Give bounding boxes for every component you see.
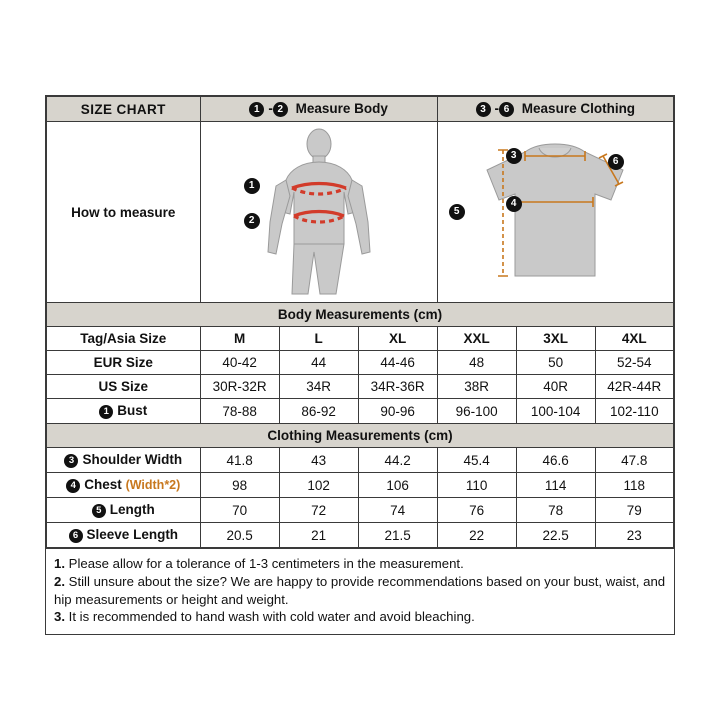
table-row (47, 375, 674, 399)
body-marker-2: 2 (244, 213, 260, 229)
cell-sleeve-xl: 21.5 (358, 523, 437, 548)
note-3-number: 3. (54, 609, 65, 625)
cell-sleeve-l: 21 (279, 523, 358, 548)
cell-sleeve-3xl: 22.5 (516, 523, 595, 548)
col-header-4xl: 4XL (595, 327, 673, 351)
note-2-text: Still unsure about the size? We are happy to provide recommendations based on your bust, waist, and hip measurements or height and weight. (54, 573, 666, 607)
cell-bust-m: 78-88 (200, 399, 279, 424)
cell-shoulder-xxl: 45.4 (437, 448, 516, 473)
cell-sleeve-m: 20.5 (200, 523, 279, 548)
table-row (47, 351, 674, 375)
cell-chest-xl: 106 (358, 473, 437, 498)
measure-clothing-header: 3 - 6 Measure Clothing (437, 97, 673, 122)
cell-eur-m: 40-42 (200, 351, 279, 375)
cell-eur-xl: 44-46 (358, 351, 437, 375)
col-header-xl: XL (358, 327, 437, 351)
row-label-length-text: Length (109, 502, 155, 517)
cell-length-xl: 74 (358, 498, 437, 523)
note-3-text: It is recommended to hand wash with cold water and avoid bleaching. (65, 609, 475, 625)
marker-6-icon: 6 (499, 102, 514, 117)
cell-chest-xxl: 110 (437, 473, 516, 498)
row-label-sleeve-length-text: Sleeve Length (86, 527, 179, 542)
cell-chest-m: 98 (200, 473, 279, 498)
cell-us-m: 30R-32R (200, 375, 279, 399)
row-label-eur-size: EUR Size (47, 351, 201, 375)
body-figure-cell (200, 122, 437, 303)
how-to-measure-label: How to measure (47, 122, 201, 303)
cell-chest-4xl: 118 (595, 473, 673, 498)
cell-bust-3xl: 100-104 (516, 399, 595, 424)
marker-1-icon: 1 (99, 405, 113, 419)
note-3 (54, 608, 666, 626)
clothing-marker-3: 3 (506, 148, 522, 164)
row-label-bust-text: Bust (117, 403, 148, 418)
table-row (47, 498, 674, 523)
marker-2-icon: 2 (273, 102, 288, 117)
row-label-shoulder-width (47, 448, 201, 473)
note-2-number: 2. (54, 573, 65, 589)
body-marker-1: 1 (244, 178, 260, 194)
measure-clothing-label: Measure Clothing (521, 101, 636, 116)
tshirt-illustration-icon (453, 126, 658, 296)
cell-shoulder-l: 43 (279, 448, 358, 473)
cell-bust-xl: 90-96 (358, 399, 437, 424)
cell-sleeve-xxl: 22 (437, 523, 516, 548)
clothing-marker-6: 6 (608, 154, 624, 170)
cell-us-xxl: 38R (437, 375, 516, 399)
note-1-number: 1. (54, 556, 65, 571)
cell-chest-3xl: 114 (516, 473, 595, 498)
clothing-marker-4: 4 (506, 196, 522, 212)
cell-us-l: 34R (279, 375, 358, 399)
cell-shoulder-3xl: 46.6 (516, 448, 595, 473)
size-chart-title: SIZE CHART (47, 97, 201, 122)
cell-shoulder-4xl: 47.8 (595, 448, 673, 473)
marker-4-icon: 4 (66, 479, 80, 493)
clothing-marker-5: 5 (449, 204, 465, 220)
size-chart-table (46, 96, 674, 548)
row-label-chest-text: Chest (84, 477, 122, 492)
cell-sleeve-4xl: 23 (595, 523, 673, 548)
row-label-us-size: US Size (47, 375, 201, 399)
clothing-figure (440, 126, 671, 298)
cell-eur-4xl: 52-54 (595, 351, 673, 375)
row-label-chest (47, 473, 201, 498)
clothing-section-band-row (47, 424, 674, 448)
clothing-section-title: Clothing Measurements (cm) (47, 424, 674, 448)
row-label-chest-note: (Width*2) (125, 478, 181, 492)
cell-shoulder-xl: 44.2 (358, 448, 437, 473)
table-row (47, 448, 674, 473)
cell-bust-xxl: 96-100 (437, 399, 516, 424)
measure-body-label: Measure Body (295, 101, 388, 116)
cell-eur-l: 44 (279, 351, 358, 375)
row-label-bust (47, 399, 201, 424)
size-chart-sheet (45, 95, 675, 635)
col-header-m: M (200, 327, 279, 351)
cell-length-m: 70 (200, 498, 279, 523)
cell-chest-l: 102 (279, 473, 358, 498)
row-label-shoulder-width-text: Shoulder Width (82, 452, 183, 467)
cell-eur-3xl: 50 (516, 351, 595, 375)
marker-3-icon: 3 (476, 102, 491, 117)
table-row (47, 523, 674, 548)
marker-3-icon: 3 (64, 454, 78, 468)
measure-body-header: 1 - 2 Measure Body (200, 97, 437, 122)
body-section-title: Body Measurements (cm) (47, 303, 674, 327)
table-row (47, 473, 674, 498)
cell-us-xl: 34R-36R (358, 375, 437, 399)
col-header-xxl: XXL (437, 327, 516, 351)
table-header-row (47, 97, 674, 122)
marker-5-icon: 5 (92, 504, 106, 518)
cell-length-3xl: 78 (516, 498, 595, 523)
cell-length-xxl: 76 (437, 498, 516, 523)
col-header-l: L (279, 327, 358, 351)
body-illustration-icon (224, 126, 414, 296)
row-label-length (47, 498, 201, 523)
note-1-text: Please allow for a tolerance of 1-3 centimeters in the measurement. (65, 556, 464, 571)
cell-shoulder-m: 41.8 (200, 448, 279, 473)
marker-6-icon: 6 (69, 529, 83, 543)
cell-eur-xxl: 48 (437, 351, 516, 375)
cell-bust-4xl: 102-110 (595, 399, 673, 424)
cell-us-4xl: 42R-44R (595, 375, 673, 399)
body-figure (203, 126, 435, 298)
cell-length-l: 72 (279, 498, 358, 523)
body-section-band-row (47, 303, 674, 327)
col-header-tag-asia-size: Tag/Asia Size (47, 327, 201, 351)
table-row (47, 399, 674, 424)
marker-1-icon: 1 (249, 102, 264, 117)
cell-us-3xl: 40R (516, 375, 595, 399)
clothing-figure-cell (437, 122, 673, 303)
notes-section (46, 548, 674, 634)
cell-bust-l: 86-92 (279, 399, 358, 424)
note-2 (54, 573, 666, 609)
row-label-sleeve-length (47, 523, 201, 548)
figures-row (47, 122, 674, 303)
size-columns-row (47, 327, 674, 351)
note-1 (54, 555, 666, 573)
col-header-3xl: 3XL (516, 327, 595, 351)
cell-length-4xl: 79 (595, 498, 673, 523)
